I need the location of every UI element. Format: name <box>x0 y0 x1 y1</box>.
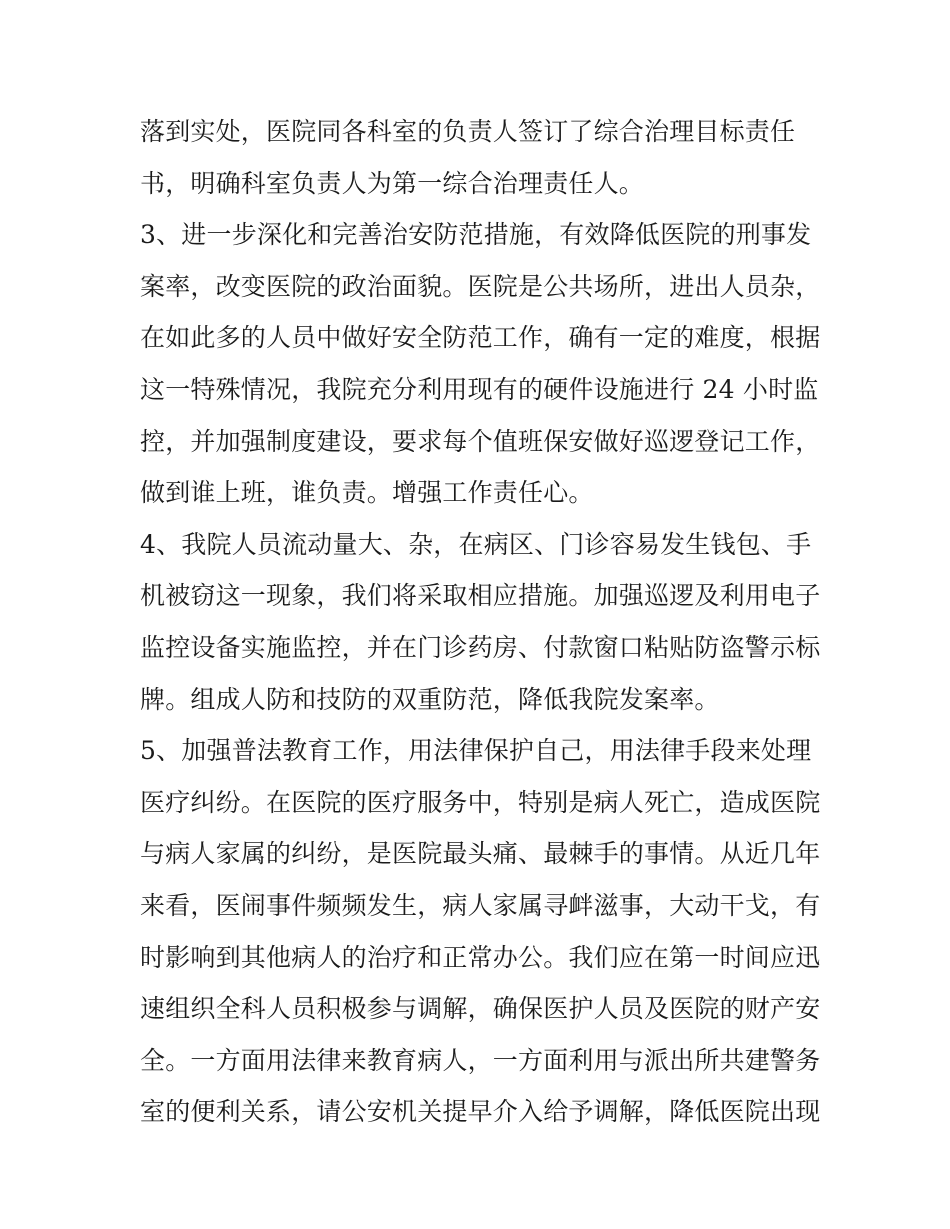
text-line: 书，明确科室负责人为第一综合治理责任人。 <box>140 168 645 198</box>
body-text <box>140 106 820 1138</box>
text-line: 在如此多的人员中做好安全防范工作，确有一定的难度，根据 <box>140 323 821 353</box>
text-line: 机被窃这一现象，我们将采取相应措施。加强巡逻及利用电子 <box>140 581 821 611</box>
text-line: 落到实处，医院同各科室的负责人签订了综合治理目标责任 <box>140 117 796 146</box>
text-line: 5、加强普法教育工作，用法律保护自己，用法律手段来处理 <box>140 736 812 766</box>
text-line: 速组织全科人员积极参与调解，确保医护人员及医院的财产安 <box>140 994 821 1024</box>
text-line: 与病人家属的纠纷，是医院最头痛、最棘手的事情。从近几年 <box>140 839 821 869</box>
text-line: 这一特殊情况，我院充分利用现有的硬件设施进行 24 小时监 <box>140 374 819 404</box>
text-line: 室的便利关系，请公安机关提早介入给予调解，降低医院出现 <box>140 1097 821 1127</box>
text-line: 医疗纠纷。在医院的医疗服务中，特别是病人死亡，造成医院 <box>140 787 821 817</box>
text-line: 控，并加强制度建设，要求每个值班保安做好巡逻登记工作， <box>140 426 821 456</box>
text-line: 牌。组成人防和技防的双重防范，降低我院发案率。 <box>140 684 720 714</box>
text-line: 案率，改变医院的政治面貌。医院是公共场所，进出人员杂， <box>140 271 821 301</box>
text-line: 3、进一步深化和完善治安防范措施，有效降低医院的刑事发 <box>140 220 812 250</box>
text-line: 全。一方面用法律来教育病人，一方面利用与派出所共建警务 <box>140 1045 821 1075</box>
text-line: 监控设备实施监控，并在门诊药房、付款窗口粘贴防盗警示标 <box>140 632 821 662</box>
text-line: 时影响到其他病人的治疗和正常办公。我们应在第一时间应迅 <box>140 942 821 972</box>
text-line: 来看，医闹事件频频发生，病人家属寻衅滋事，大动干戈，有 <box>140 890 821 920</box>
text-line: 做到谁上班，谁负责。增强工作责任心。 <box>140 478 594 508</box>
text-line: 4、我院人员流动量大、杂，在病区、门诊容易发生钱包、手 <box>140 529 812 559</box>
